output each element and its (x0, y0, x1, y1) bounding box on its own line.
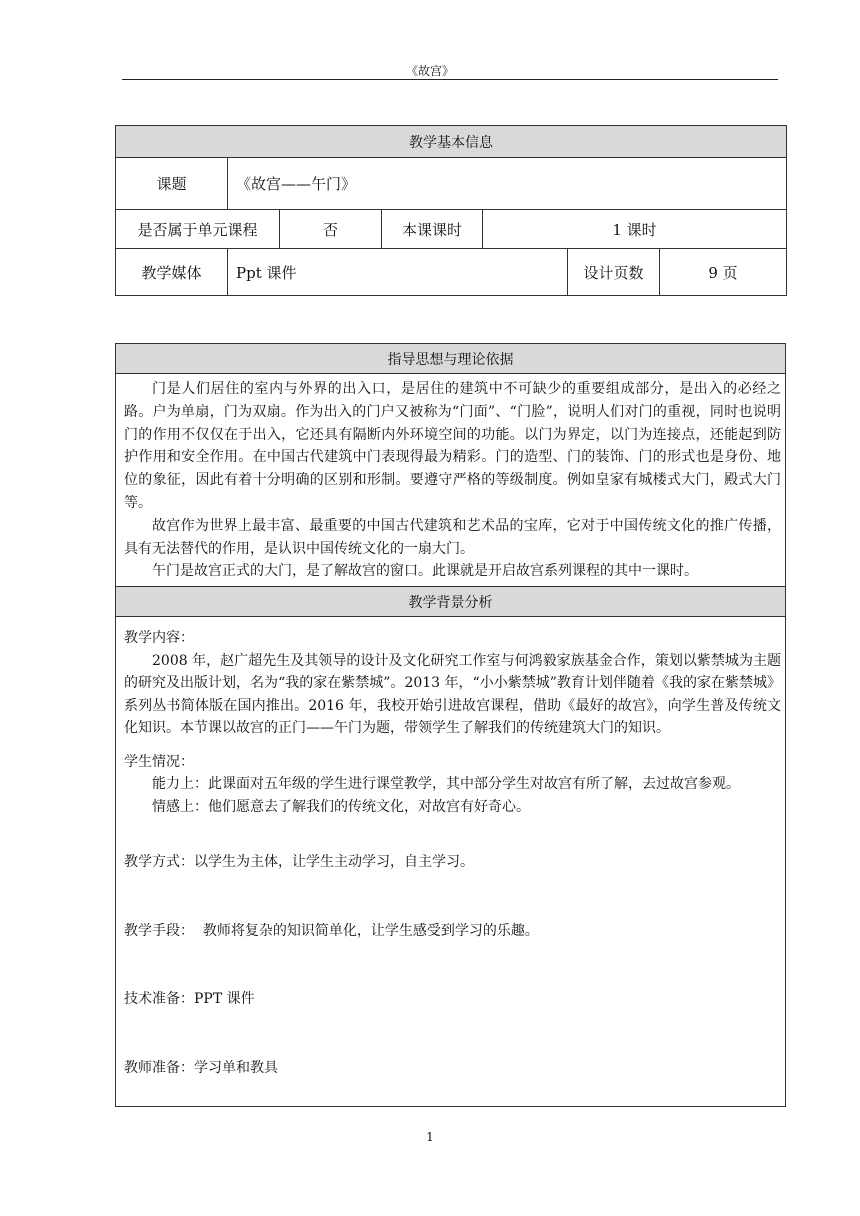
guidance-heading: 指导思想与理论依据 (116, 344, 786, 374)
basic-info-table (115, 125, 787, 296)
unit-course-label: 是否属于单元课程 (116, 210, 280, 249)
guidance-paragraph: 故宫作为世界上最丰富、最重要的中国古代建筑和艺术品的宝库，它对于中国传统文化的推广传播，具有无法替代的作用，是认识中国传统文化的一扇大门。 (124, 517, 781, 557)
student-ability: 能力上：此课面对五年级的学生进行课堂教学，其中部分学生对故宫有所了解，去过故宫参观。 (152, 776, 740, 793)
content-label: 教学内容： (124, 630, 194, 647)
guidance-paragraph: 午门是故宫正式的大门，是了解故宫的窗口。此课就是开启故宫系列课程的其中一课时。 (152, 563, 698, 580)
guidance-background-table (115, 343, 786, 1107)
guidance-body (116, 374, 786, 587)
page-number: 1 (426, 1130, 434, 1144)
class-hours-label: 本课课时 (382, 210, 483, 249)
teaching-method: 教学方式：以学生为主体，让学生主动学习，自主学习。 (124, 854, 474, 871)
media-label: 教学媒体 (116, 249, 228, 296)
topic-value: 《故宫——午门》 (228, 158, 787, 210)
background-heading: 教学背景分析 (116, 587, 786, 617)
guidance-paragraph: 门是人们居住的室内与外界的出入口，是居住的建筑中不可缺少的重要组成部分，是出入的必经之路。户为单扇，门为双扇。作为出入的门户又被称为“门面”、“门脸”，说明人们对门的重视，同时也说明门的作用不仅仅在于出入，它还具有隔断内外环境空间的功能。以门为界定，以门为连接点，还能起到防护作用和安全作用。在中国古代建筑中门表现得最为精彩。门的造型、门的装饰、门的形式也是身份、地位的象征，因此有着十分明确的区别和形制。要遵守严格的等级制度。例如皇家有城楼式大门，殿式大门等。 (124, 381, 781, 511)
background-body (116, 617, 786, 1107)
page-header-title: 《故宫》 (405, 64, 454, 78)
design-pages-label: 设计页数 (568, 249, 660, 296)
teaching-means: 教学手段： 教师将复杂的知识简单化，让学生感受到学习的乐趣。 (124, 922, 539, 939)
basic-info-heading: 教学基本信息 (116, 126, 787, 158)
design-pages-value: 9 页 (660, 249, 787, 296)
student-label: 学生情况： (124, 753, 194, 770)
student-emotion: 情感上：他们愿意去了解我们的传统文化，对故宫有好奇心。 (152, 798, 530, 815)
class-hours-value: 1 课时 (483, 210, 787, 249)
tech-preparation: 技术准备：PPT 课件 (124, 991, 255, 1008)
content-text: 2008 年，赵广超先生及其领导的设计及文化研究工作室与何鸿毅家族基金合作，策划以紫禁城为主题的研究及出版计划，名为“我的家在紫禁城”。2013 年，“小小紫禁城”教育计划伴随着《我的家在紫禁城》系列丛书简体版在国内推出。2016 年，我校开始引进故宫课程，借助《最好的故宫》，向学生普及传统文化知识。本节课以故宫的正门——午门为题，带领学生了解我们的传统建筑大门的知识。 (124, 652, 781, 737)
media-value: Ppt 课件 (228, 249, 568, 296)
header-divider (122, 79, 778, 80)
teacher-preparation: 教师准备：学习单和教具 (124, 1059, 278, 1076)
topic-label: 课题 (116, 158, 228, 210)
unit-course-value: 否 (280, 210, 382, 249)
